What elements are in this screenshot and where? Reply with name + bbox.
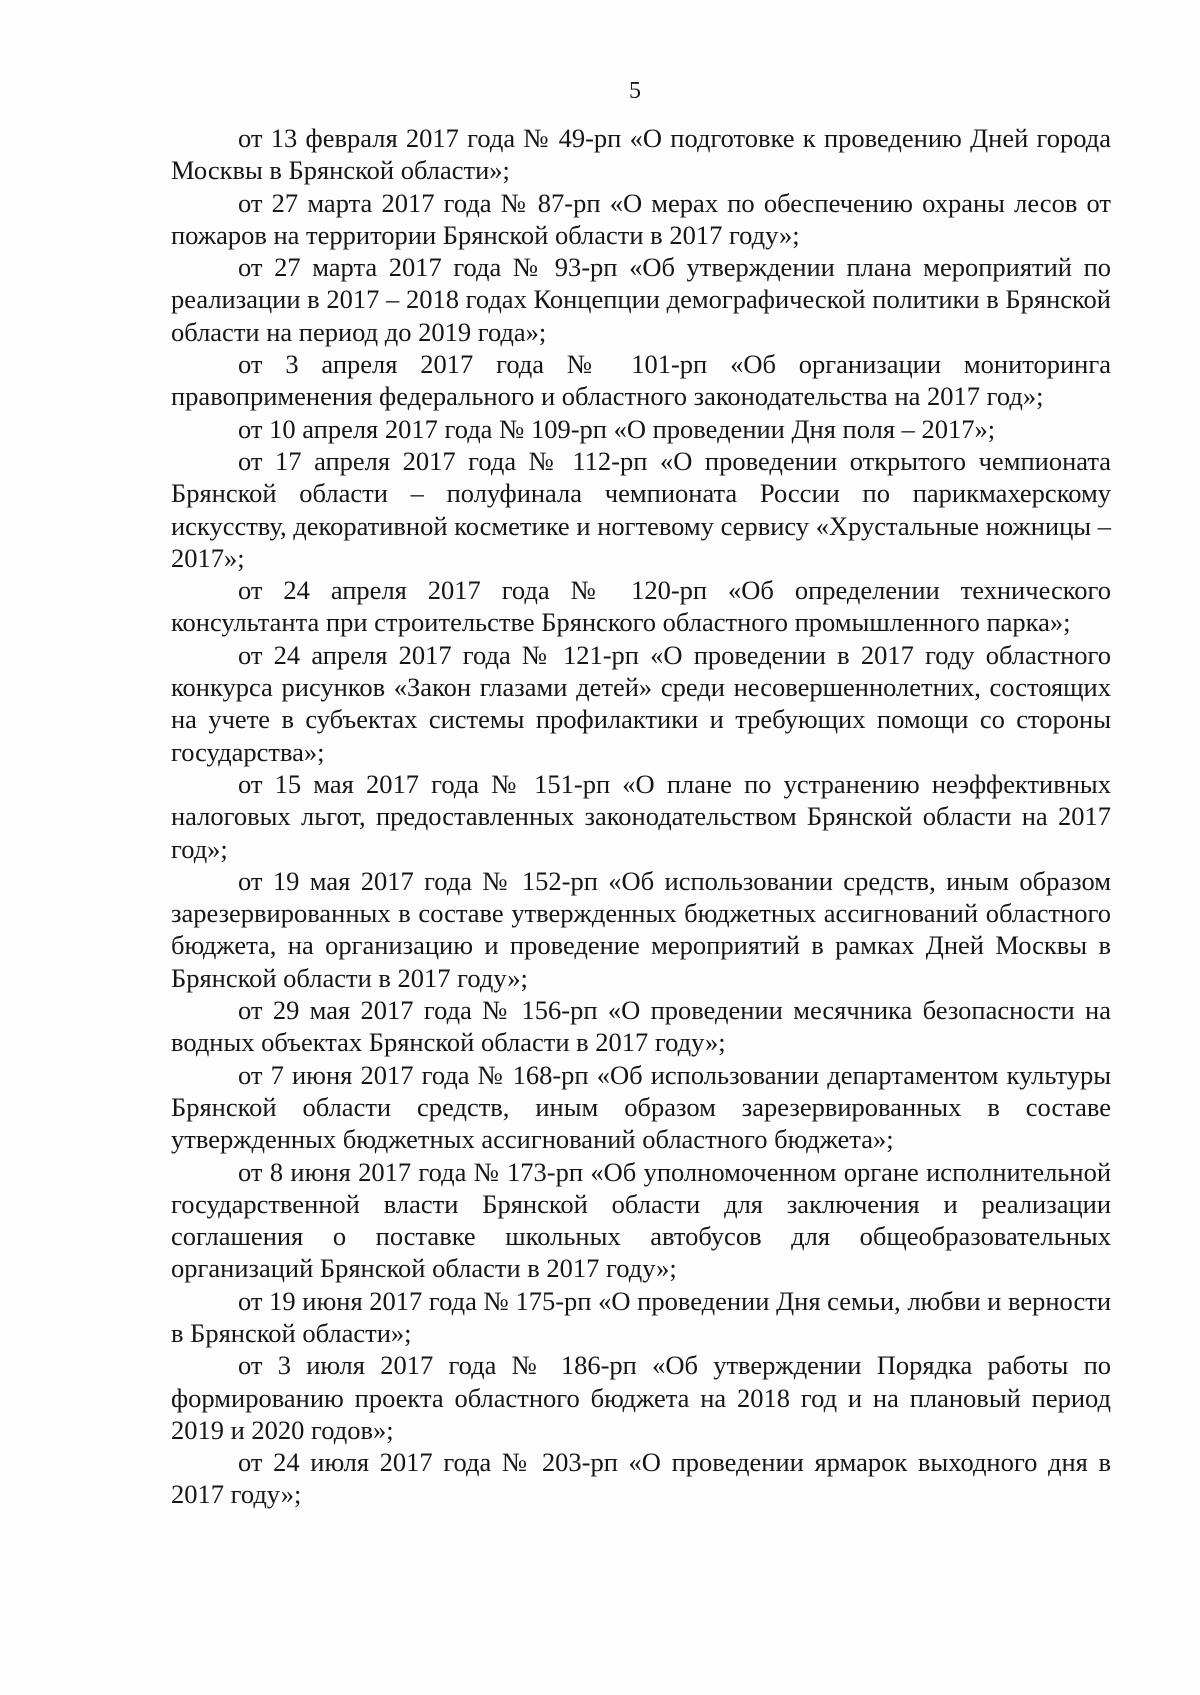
- order-item: от 24 апреля 2017 года № 121-рп «О проведении в 2017 году областного конкурса рисунков «Закон глазами детей» среди несовершеннолетних, состоящих на учете в субъектах системы профилактики и требующих помощи со стороны государства»;: [171, 639, 1111, 767]
- document-body: [171, 122, 1111, 1511]
- order-item: от 3 апреля 2017 года № 101-рп «Об организации мониторинга правоприменения федерального и областного законодательства на 2017 год»;: [171, 349, 1111, 412]
- order-item: от 24 июля 2017 года № 203-рп «О проведении ярмарок выходного дня в 2017 году»;: [171, 1447, 1111, 1510]
- order-item: от 13 февраля 2017 года № 49-рп «О подготовке к проведению Дней города Москвы в Брянской области»;: [171, 123, 1111, 186]
- order-item: от 10 апреля 2017 года № 109-рп «О проведении Дня поля – 2017»;: [238, 413, 996, 444]
- order-item: от 29 мая 2017 года № 156-рп «О проведении месячника безопасности на водных объектах Брянской области в 2017 году»;: [171, 995, 1111, 1058]
- order-item: от 27 марта 2017 года № 87-рп «О мерах по обеспечению охраны лесов от пожаров на территории Брянской области в 2017 году»;: [171, 187, 1111, 250]
- order-item: от 19 мая 2017 года № 152-рп «Об использовании средств, иным образом зарезервированных в составе утвержденных бюджетных ассигнований областного бюджета, на организацию и проведение мероприятий в рамках Дней Москвы в Брянской области в 2017 году»;: [171, 865, 1111, 993]
- order-item: от 19 июня 2017 года № 175-рп «О проведении Дня семьи, любви и верности в Брянской области»;: [171, 1285, 1111, 1348]
- order-item: от 3 июля 2017 года № 186-рп «Об утверждении Порядка работы по формированию проекта областного бюджета на 2018 год и на плановый период 2019 и 2020 годов»;: [171, 1350, 1111, 1445]
- order-item: от 24 апреля 2017 года № 120-рп «Об определении технического консультанта при строительстве Брянского областного промышленного парка»;: [171, 575, 1111, 638]
- order-item: от 7 июня 2017 года № 168-рп «Об использовании департаментом культуры Брянской области средств, иным образом зарезервированных в составе утвержденных бюджетных ассигнований областного бюджета»;: [171, 1059, 1111, 1155]
- order-item: от 27 марта 2017 года № 93-рп «Об утверждении плана мероприятий по реализации в 2017 – 2018 годах Концепции демографической политики в Брянской области на период до 2019 года»;: [171, 252, 1111, 347]
- page-number: 5: [629, 78, 641, 104]
- order-item: от 15 мая 2017 года № 151-рп «О плане по устранению неэффективных налоговых льгот, предоставленных законодательством Брянской области на 2017 год»;: [171, 768, 1111, 864]
- order-item: от 17 апреля 2017 года № 112-рп «О проведении открытого чемпионата Брянской области – полуфинала чемпионата России по парикмахерскому искусству, декоративной косметике и ногтевому сервису «Хрустальные ножницы – 2017»;: [171, 445, 1111, 573]
- order-item: от 8 июня 2017 года № 173-рп «Об уполномоченном органе исполнительной государственной власти Брянской области для заключения и реализации соглашения о поставке школьных автобусов для общеобразовательных организаций Брянской области в 2017 году»;: [171, 1156, 1111, 1284]
